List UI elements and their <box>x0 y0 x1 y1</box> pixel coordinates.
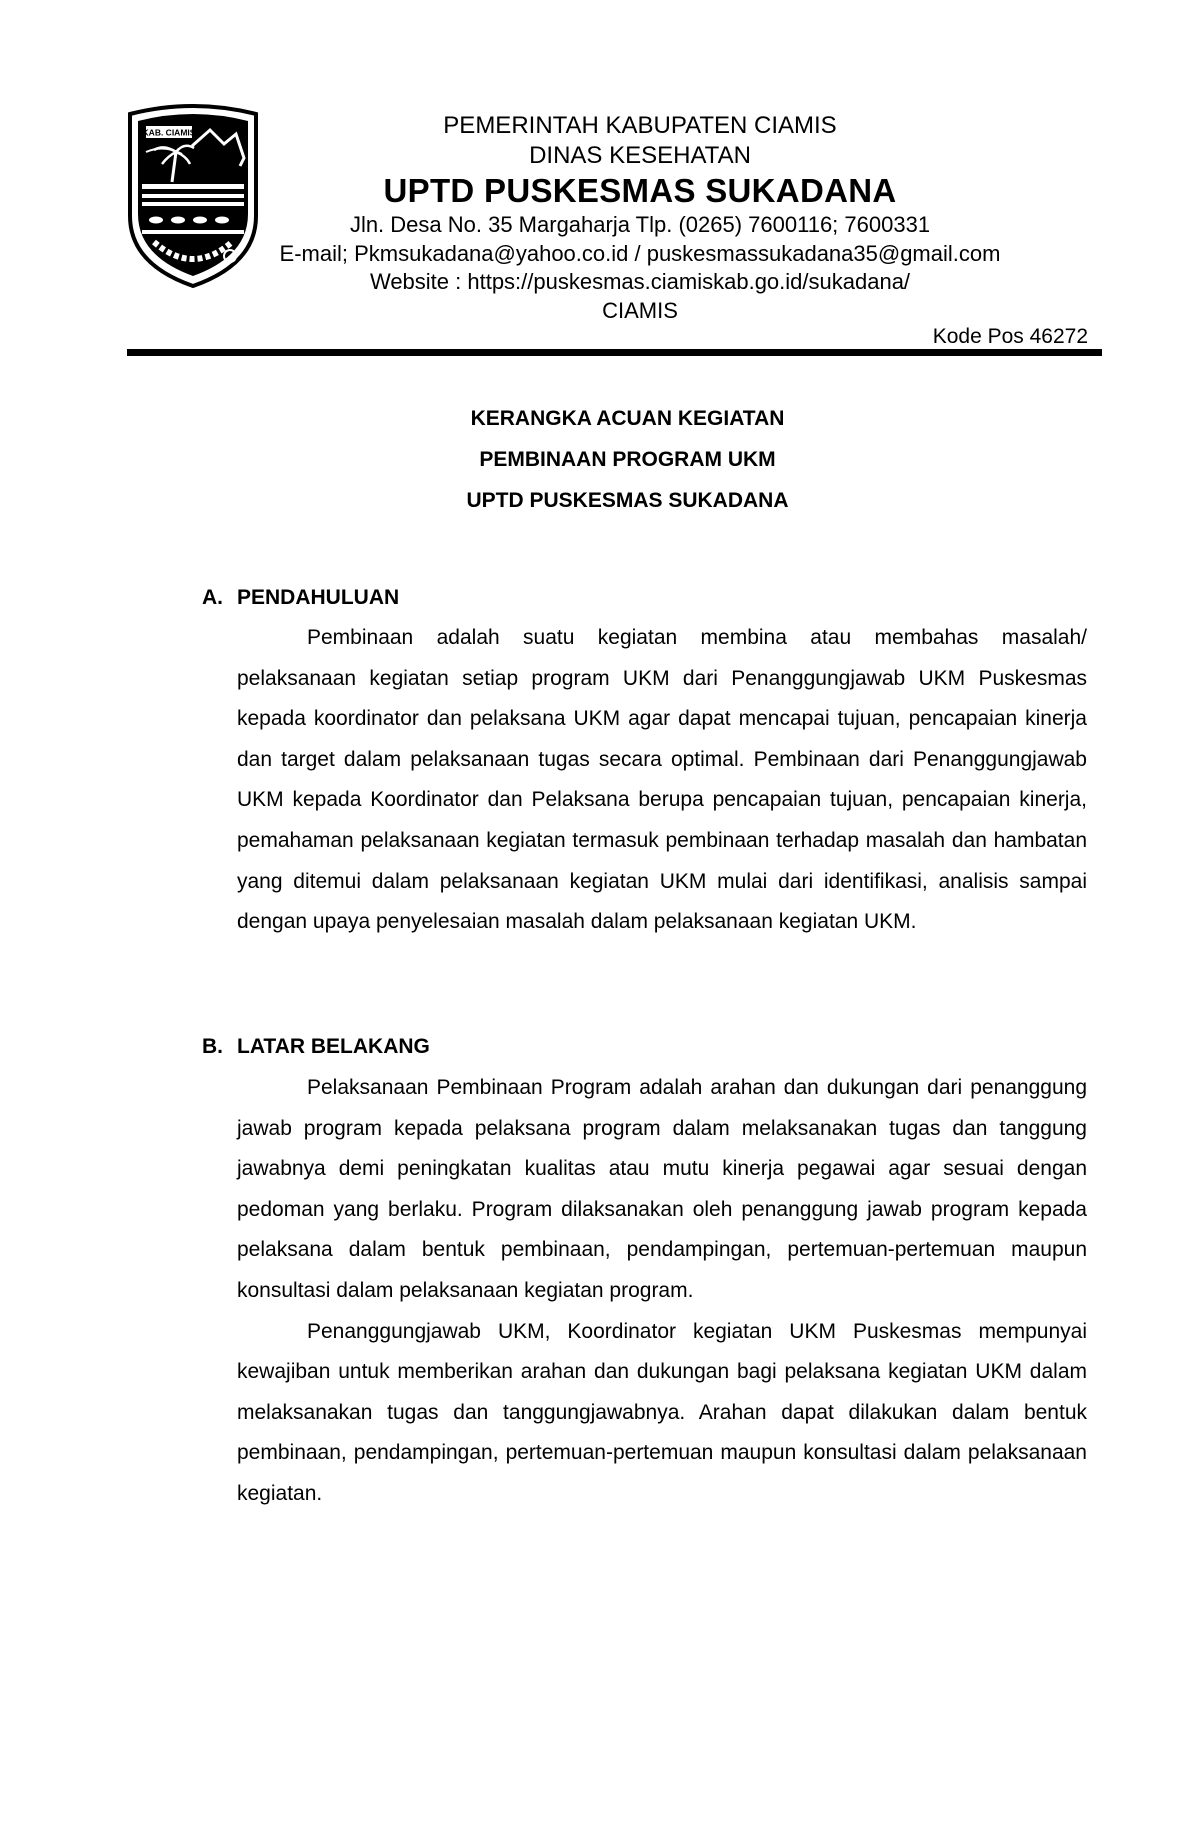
institution-name: UPTD PUSKESMAS SUKADANA <box>383 172 897 209</box>
website-line: Website : https://puskesmas.ciamiskab.go.id/sukadana/ <box>369 269 911 294</box>
postal-code: Kode Pos 46272 <box>932 325 1088 348</box>
section-letter: B. <box>202 1035 223 1058</box>
paragraph: Pembinaan adalah suatu kegiatan membina atau membahas masalah/ pelaksanaan kegiatan setiap program UKM dari Penanggungjawab UKM Puskesmas kepada koordinator dan pelaksana UKM agar dapat mencapai tujuan, pencapaian kinerja dan target dalam pelaksanaan tugas secara optimal. Pembinaan dari Penanggungjawab UKM kepada Koordinator dan Pelaksana berupa pencapaian tujuan, pencapaian kinerja, pemahaman pelaksanaan kegiatan termasuk pembinaan terhadap masalah dan hambatan yang ditemui dalam pelaksanaan kegiatan UKM mulai dari identifikasi, analisis sampai dengan upaya penyelesaian masalah dalam pelaksanaan kegiatan UKM. <box>237 626 1087 934</box>
section-heading-latar-belakang <box>202 1036 430 1057</box>
paragraph: Pelaksanaan Pembinaan Program adalah arahan dan dukungan dari penanggung jawab program kepada pelaksana program dalam melaksanakan tugas dan tanggung jawabnya demi peningkatan kualitas atau mutu kinerja pegawai agar sesuai dengan pedoman yang berlaku. Program dilaksanakan oleh penanggung jawab program kepada pelaksana dalam bentuk pembinaan, pendampingan, pertemuan-pertemuan maupun konsultasi dalam pelaksanaan kegiatan program. <box>237 1076 1087 1302</box>
document-subtitle: PEMBINAAN PROGRAM UKM <box>479 448 776 471</box>
document-title: KERANGKA ACUAN KEGIATAN <box>470 407 785 430</box>
email-line: E-mail; Pkmsukadana@yahoo.co.id / puskesmassukadana35@gmail.com <box>279 241 1001 266</box>
section-body-pendahuluan <box>237 618 1087 943</box>
document-institution-title: UPTD PUSKESMAS SUKADANA <box>466 489 789 512</box>
city-line: CIAMIS <box>602 298 678 323</box>
section-heading-pendahuluan <box>202 587 399 608</box>
crest-name-text: KAB. CIAMIS <box>142 127 196 138</box>
paragraph: Penanggungjawab UKM, Koordinator kegiatan UKM Puskesmas mempunyai kewajiban untuk memberikan arahan dan dukungan bagi pelaksana kegiatan UKM dalam melaksanakan tugas dan tanggungjawabnya. Arahan dapat dilakukan dalam bentuk pembinaan, pendampingan, pertemuan-pertemuan maupun konsultasi dalam pelaksanaan kegiatan. <box>237 1319 1087 1505</box>
section-title: PENDAHULUAN <box>237 586 400 609</box>
letterhead-divider <box>127 349 1102 356</box>
address-line: Jln. Desa No. 35 Margaharja Tlp. (0265) 7600116; 7600331 <box>349 212 931 237</box>
section-title: LATAR BELAKANG <box>237 1035 430 1058</box>
government-name: PEMERINTAH KABUPATEN CIAMIS <box>443 112 837 139</box>
department-name: DINAS KESEHATAN <box>529 142 751 169</box>
section-body-latar-belakang <box>237 1068 1087 1515</box>
section-letter: A. <box>202 586 223 609</box>
